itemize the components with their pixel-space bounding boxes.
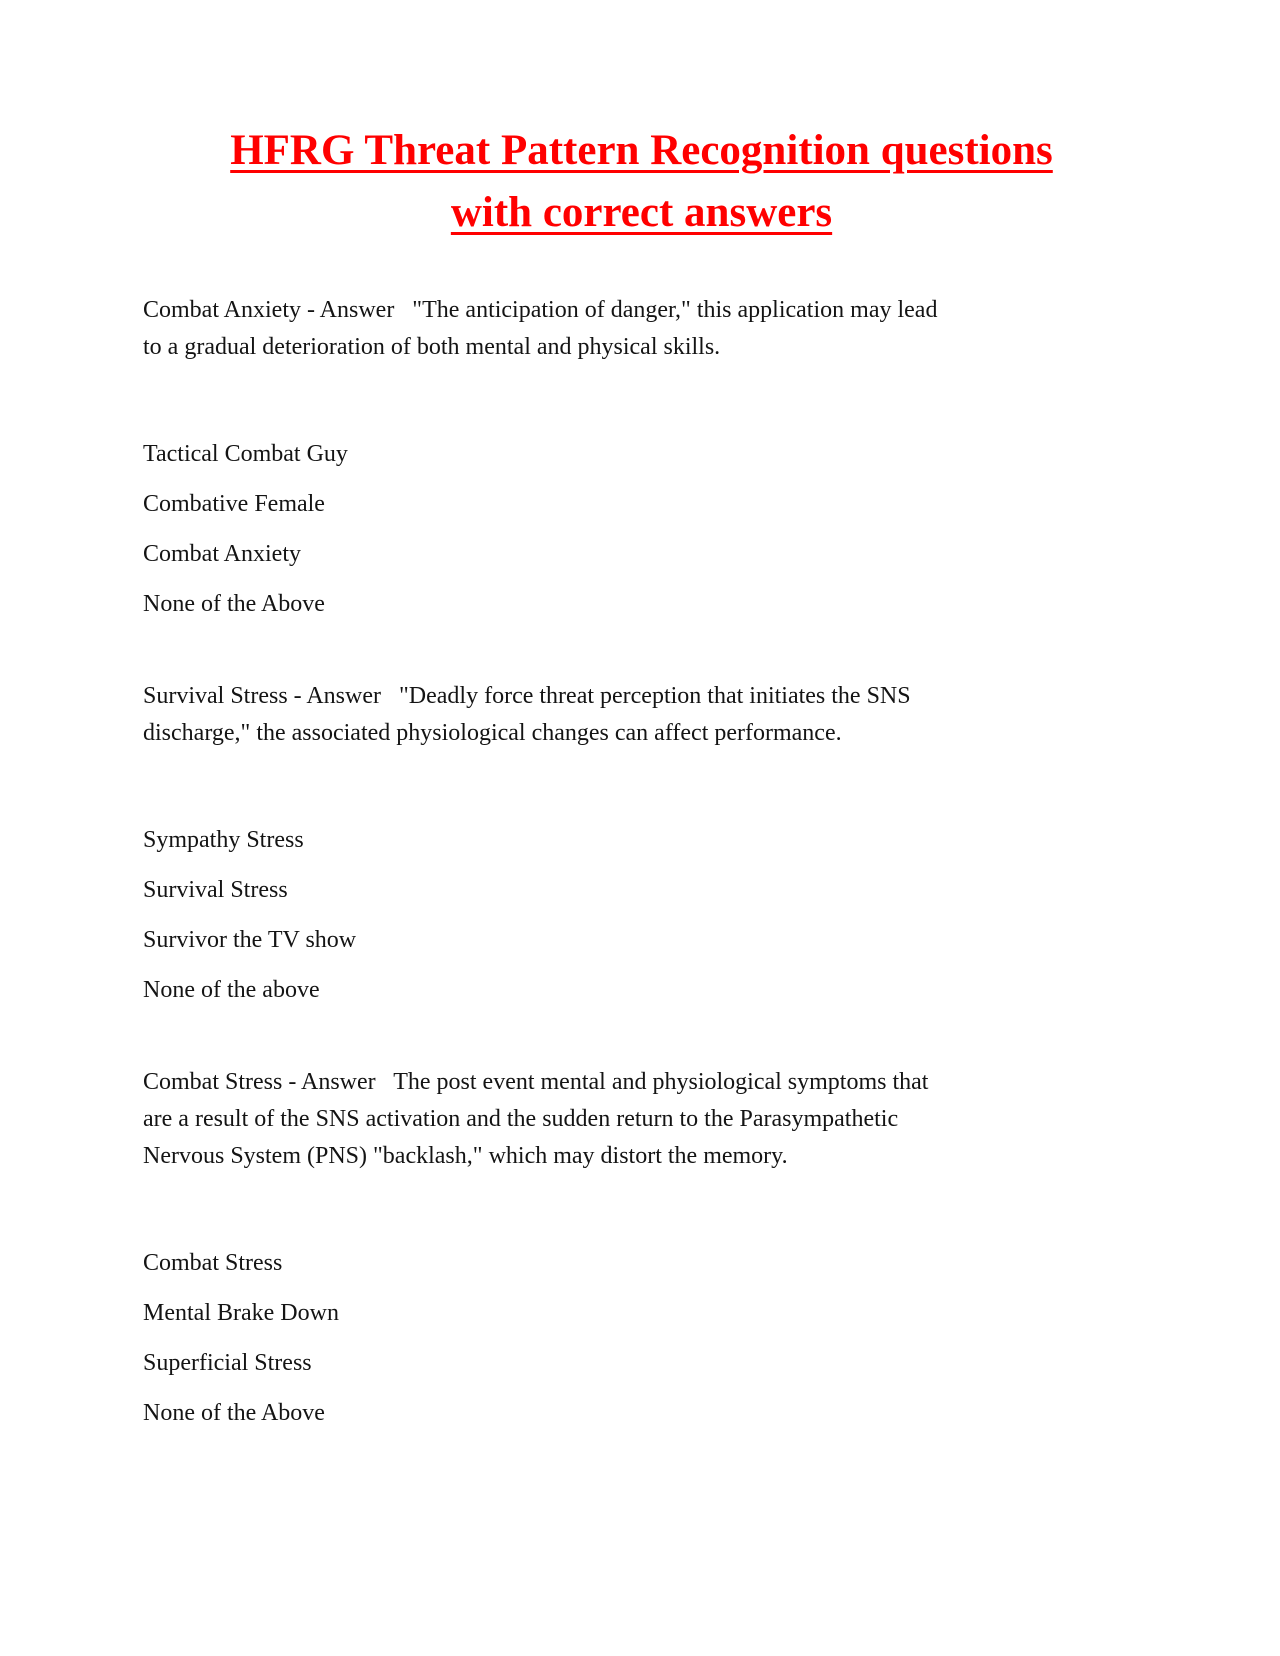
answer-options <box>143 1245 1140 1432</box>
question-prompt-line: Nervous System (PNS) "backlash," which may distort the memory. <box>143 1143 788 1169</box>
question-prompt <box>143 1064 1140 1175</box>
question-prompt-line: are a result of the SNS activation and the sudden return to the Parasympathetic <box>143 1106 899 1132</box>
question-prompt-line: to a gradual deterioration of both mental and physical skills. <box>143 334 721 360</box>
answer-options <box>143 436 1140 623</box>
answer-option: Combative Female <box>143 491 325 517</box>
answer-option: None of the Above <box>143 591 325 617</box>
question-block-3 <box>143 1064 1140 1432</box>
question-block-1 <box>143 292 1140 623</box>
answer-option: Sympathy Stress <box>143 827 304 853</box>
document-title <box>143 120 1140 244</box>
question-prompt-line: Combat Stress - Answer The post event mental and physiological symptoms that <box>143 1069 929 1095</box>
answer-option: Survival Stress <box>143 877 288 903</box>
question-prompt-line: Survival Stress - Answer "Deadly force threat perception that initiates the SNS <box>143 683 911 709</box>
title-line-2: with correct answers <box>450 189 833 236</box>
answer-option: None of the above <box>143 977 320 1003</box>
question-prompt <box>143 678 1140 752</box>
question-prompt-line: discharge," the associated physiological changes can affect performance. <box>143 720 842 746</box>
answer-option: Superficial Stress <box>143 1350 312 1376</box>
answer-option: Mental Brake Down <box>143 1300 339 1326</box>
answer-option: Tactical Combat Guy <box>143 441 348 467</box>
question-prompt <box>143 292 1140 366</box>
question-prompt-line: Combat Anxiety - Answer "The anticipation of danger," this application may lead <box>143 297 938 323</box>
answer-option: Combat Stress <box>143 1250 283 1276</box>
answer-option: None of the Above <box>143 1400 325 1426</box>
answer-options <box>143 822 1140 1009</box>
answer-option: Survivor the TV show <box>143 927 357 953</box>
title-line-1: HFRG Threat Pattern Recognition questions <box>230 127 1053 174</box>
question-block-2 <box>143 678 1140 1009</box>
answer-option: Combat Anxiety <box>143 541 301 567</box>
